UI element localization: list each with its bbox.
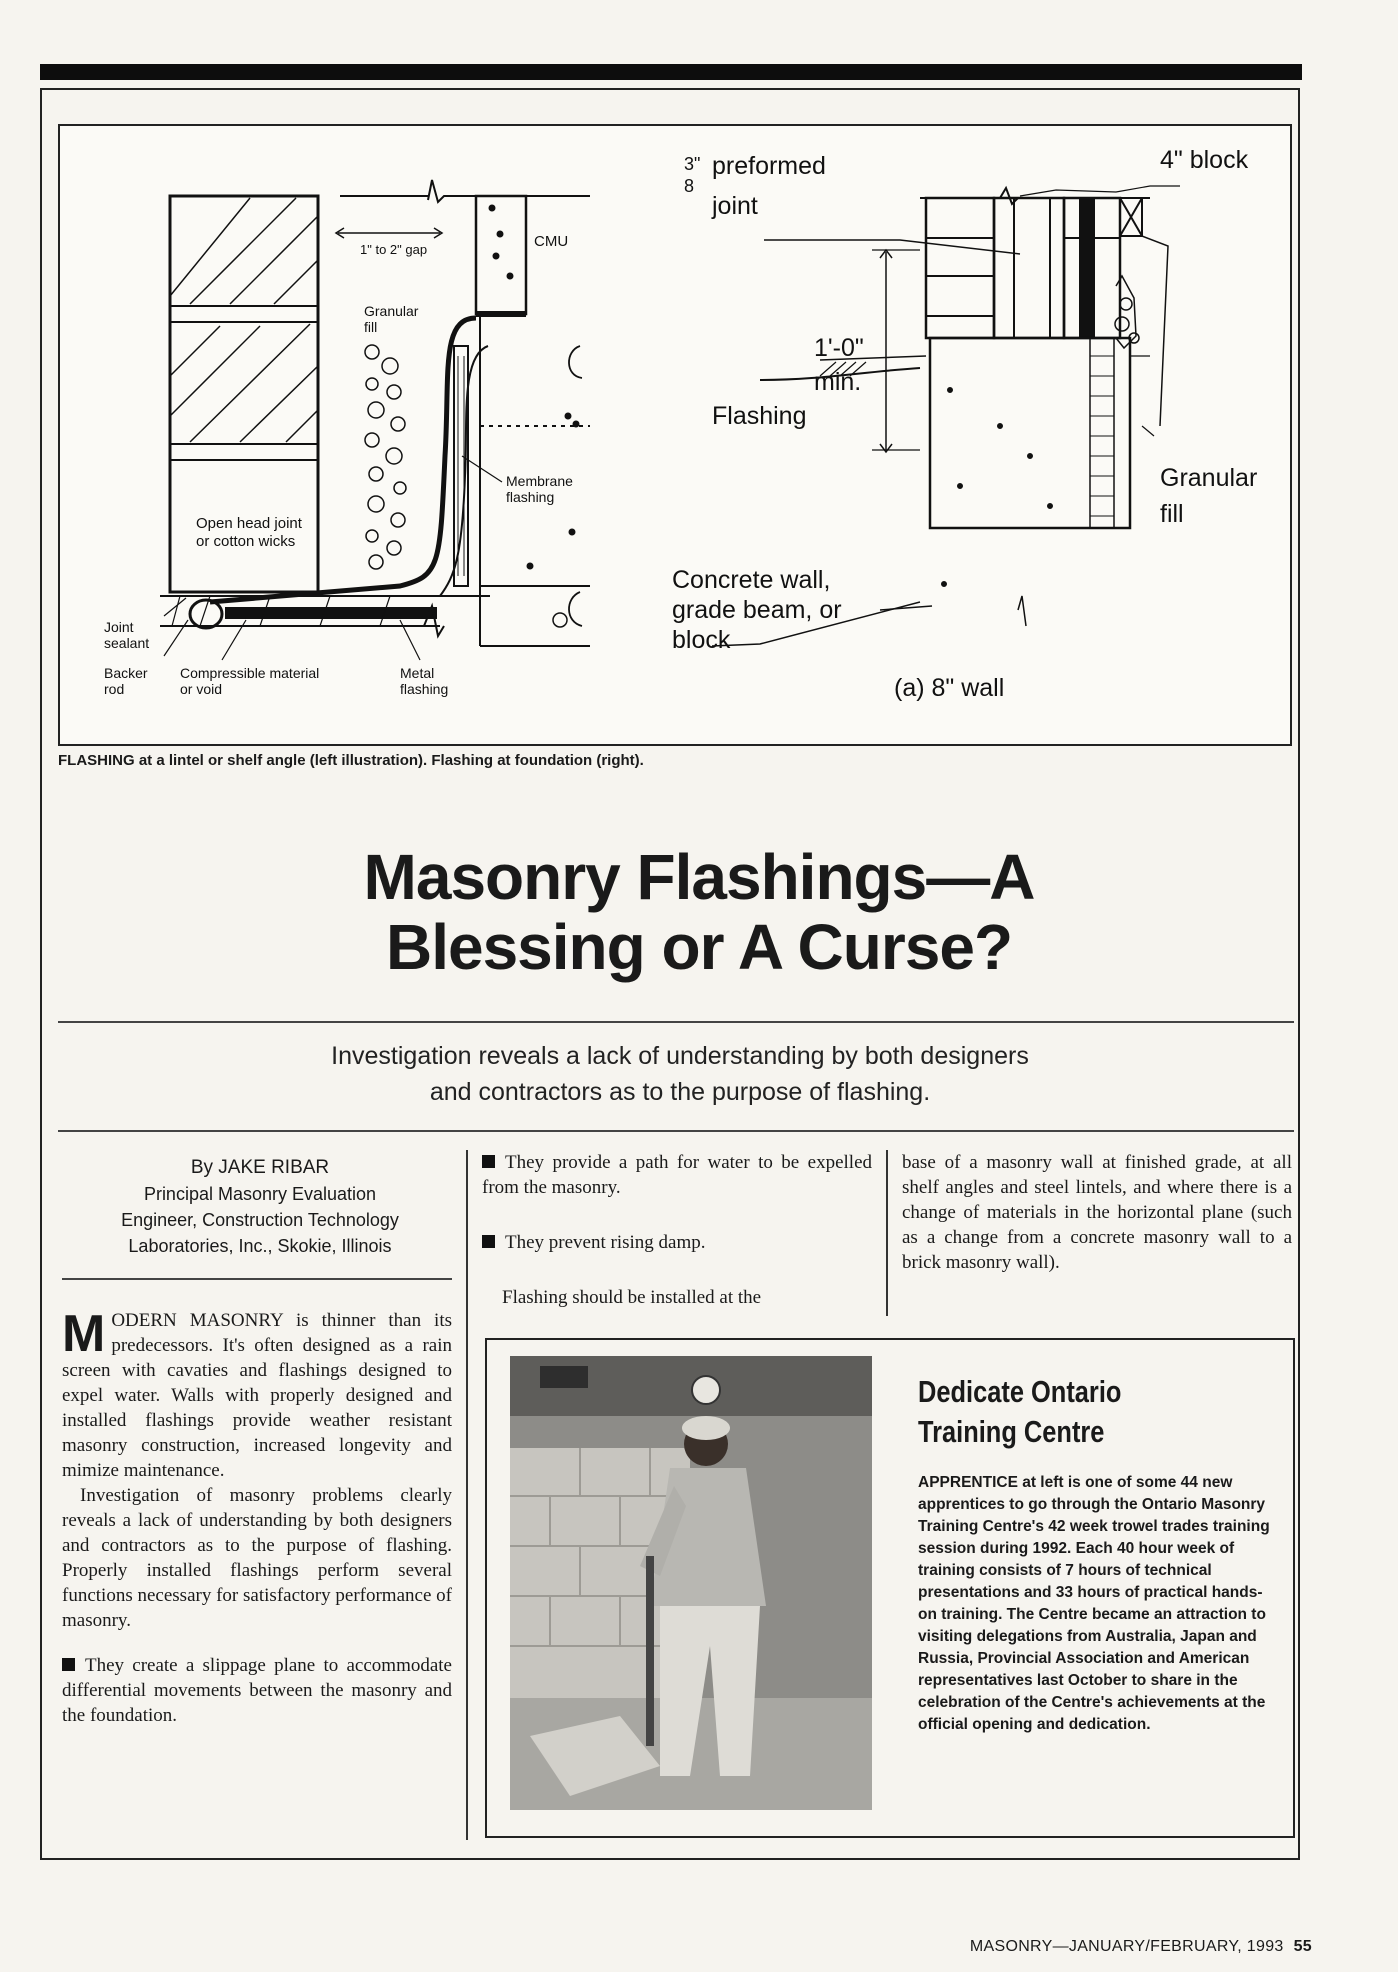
flashing-diagrams	[60, 126, 1292, 746]
label-joint-2: sealant	[104, 635, 150, 651]
label-gap: 1" to 2" gap	[360, 242, 428, 257]
label-granular-fill-2: fill	[1160, 500, 1184, 528]
apprentice-photo	[510, 1356, 872, 1810]
sidebar-title-line-2: Training Centre	[918, 1414, 1105, 1449]
sidebar-title-line-1: Dedicate Ontario	[918, 1374, 1122, 1409]
label-wall: (a) 8" wall	[894, 674, 1005, 702]
label-concrete-2: grade beam, or	[672, 596, 842, 624]
deck-line-2: and contractors as to the purpose of flashing.	[429, 1078, 931, 1106]
sidebar-body: APPRENTICE at left is one of some 44 new apprentices to go through the Ontario Masonry Training Centre's 42 week trowel trades training session during 1992. Each 40 hour week of training consists of 7 hours of technical presentations and 33 hours of practical hands-on training. The Centre became an attraction to visiting delegations from Australia, Japan and Russia, Provincial Association and American representatives last October to share in the celebration of the Centre's achievements at the official opening and dedication.	[918, 1474, 1270, 1733]
label-membrane-1: Membrane	[506, 473, 573, 489]
label-cmu: CMU	[534, 233, 569, 250]
label-metal-1: Metal	[400, 665, 435, 681]
paragraph-3: Flashing should be installed at the	[502, 1287, 762, 1308]
label-height-2: min.	[814, 368, 862, 396]
author-title-3: Laboratories, Inc., Skokie, Illinois	[128, 1236, 392, 1256]
article-deck	[0, 1038, 1360, 1110]
bullet-item-3: They prevent rising damp.	[482, 1230, 872, 1255]
label-compressible-1: Compressible material	[180, 665, 320, 681]
sidebar-title	[918, 1372, 1213, 1452]
bullet-square-icon	[482, 1155, 495, 1168]
label-backer-1: Backer	[104, 665, 148, 681]
figure-caption: FLASHING at a lintel or shelf angle (left illustration). Flashing at foundation (right).	[58, 752, 644, 769]
label-concrete-1: Concrete wall,	[672, 566, 831, 594]
label-joint: joint	[712, 192, 758, 220]
bullet-item-1: They create a slippage plane to accommodate differential movements between the masonry and the foundation.	[62, 1655, 452, 1726]
label-metal-2: flashing	[400, 681, 449, 697]
label-granular-fill-1: Granular	[1160, 464, 1258, 492]
figure-panel	[58, 124, 1292, 746]
label-open-head-1: Open head joint	[196, 515, 302, 532]
paragraph-4: base of a masonry wall at finished grade, at all shelf angles and steel lintels, and where there is a change of materials in the horizontal plane (such as a change from a concrete masonry wall to a brick masonry wall).	[902, 1152, 1292, 1273]
bullet-item-2: They provide a path for water to be expelled from the masonry.	[482, 1152, 872, 1198]
article-column-1	[62, 1305, 452, 1728]
label-compressible-2: or void	[180, 681, 223, 697]
label-preformed: preformed	[712, 152, 826, 180]
article-column-3	[902, 1150, 1292, 1275]
page-number: 55	[1293, 1938, 1312, 1955]
deck-rule-top	[58, 1021, 1294, 1023]
top-rule	[40, 64, 1302, 80]
label-4in-block: 4" block	[1160, 146, 1249, 174]
title-line-1: Masonry Flashings—A	[363, 841, 1035, 913]
bullet-square-icon	[62, 1658, 75, 1671]
bullet-square-icon	[482, 1235, 495, 1248]
paragraph-2: Investigation of masonry problems clearly reveals a lack of understanding by both designers and contractors as to the purpose of flashing. Properly installed flashings perform several functions necessary for satisfactory performance of masonry.	[62, 1485, 452, 1631]
label-concrete-3: block	[672, 626, 731, 654]
deck-rule-bottom	[58, 1130, 1294, 1132]
label-fraction-num: 3"	[684, 154, 701, 174]
byline	[70, 1155, 450, 1259]
label-height-1: 1'-0"	[814, 334, 864, 362]
intro-paragraph: MODERN MASONRY is thinner than its predecessors. It's often designed as a rain screen with cavaties and flashings designed to expel water. Walls with properly designed and installed flashings provide weather resistant masonry construction, increased longevity and mimize maintenance.	[62, 1305, 452, 1481]
title-line-2: Blessing or A Curse?	[385, 911, 1013, 983]
label-fraction-den: 8	[684, 176, 695, 196]
author-name: By JAKE RIBAR	[190, 1157, 330, 1178]
column-divider-1	[466, 1150, 468, 1840]
article-title	[0, 842, 1398, 982]
deck-line-1: Investigation reveals a lack of understanding by both designers	[331, 1042, 1029, 1070]
label-joint-1: Joint	[104, 619, 134, 635]
label-membrane-2: flashing	[506, 489, 555, 505]
column-divider-2	[886, 1150, 888, 1316]
label-granular-2: fill	[364, 319, 378, 335]
publication-line: MASONRY—JANUARY/FEBRUARY, 1993	[969, 1938, 1284, 1955]
page-footer	[970, 1938, 1312, 1956]
label-backer-2: rod	[104, 681, 125, 697]
author-title-1: Principal Masonry Evaluation	[143, 1184, 377, 1204]
byline-rule	[62, 1278, 452, 1280]
label-open-head-2: or cotton wicks	[196, 533, 296, 550]
article-column-2	[482, 1150, 872, 1310]
author-title-2: Engineer, Construction Technology	[121, 1210, 399, 1230]
label-flashing: Flashing	[712, 402, 807, 430]
drop-cap: M	[62, 1305, 106, 1363]
label-granular-1: Granular	[364, 303, 419, 319]
